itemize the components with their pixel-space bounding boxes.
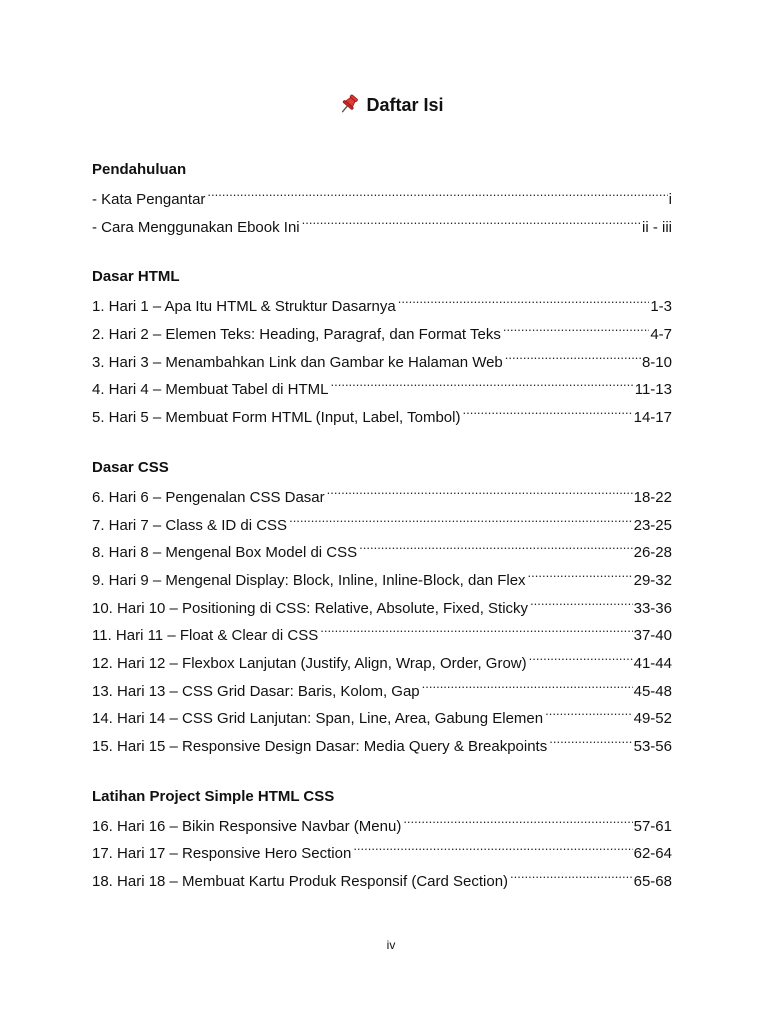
toc-entry-label: 9. Hari 9 – Mengenal Display: Block, Inline, Inline-Block, dan Flex bbox=[92, 571, 526, 589]
toc-entry-label: 13. Hari 13 – CSS Grid Dasar: Baris, Kolom, Gap bbox=[92, 682, 420, 700]
page-number: iv bbox=[386, 938, 396, 952]
toc-entry-pages: 49-52 bbox=[633, 710, 672, 728]
toc-entry-pages: 26-28 bbox=[633, 544, 672, 562]
section-heading: Latihan Project Simple HTML CSS bbox=[92, 787, 335, 805]
toc-entry[interactable] bbox=[92, 512, 672, 540]
toc-entry-label: 6. Hari 6 – Pengenalan CSS Dasar bbox=[92, 488, 325, 506]
toc-entry-pages: 62-64 bbox=[633, 845, 672, 863]
toc-entry-label: 8. Hari 8 – Mengenal Box Model di CSS bbox=[92, 544, 358, 562]
toc-entry-label: - Cara Menggunakan Ebook Ini bbox=[92, 218, 300, 236]
dot-leader bbox=[528, 567, 633, 585]
toc-entry[interactable] bbox=[92, 622, 672, 650]
toc-entry[interactable] bbox=[92, 484, 672, 512]
dot-leader bbox=[403, 813, 632, 831]
dot-leader bbox=[353, 840, 632, 858]
toc-section bbox=[92, 785, 672, 896]
toc-entry-label: 14. Hari 14 – CSS Grid Lanjutan: Span, Line, Area, Gabung Elemen bbox=[92, 710, 544, 728]
toc-entry-pages: 1-3 bbox=[650, 298, 672, 316]
toc-entry[interactable] bbox=[92, 813, 672, 841]
toc-entry-label: 11. Hari 11 – Float & Clear di CSS bbox=[92, 627, 319, 645]
toc-entry-pages: 53-56 bbox=[633, 738, 672, 755]
toc-entry-pages: 8-10 bbox=[641, 353, 672, 371]
toc-entry-label: 10. Hari 10 – Positioning di CSS: Relative, Absolute, Fixed, Sticky bbox=[92, 599, 529, 617]
section-heading: Dasar CSS bbox=[92, 458, 169, 476]
toc-entry[interactable] bbox=[92, 293, 672, 321]
toc-entry-label: 16. Hari 16 – Bikin Responsive Navbar (Menu) bbox=[92, 817, 402, 835]
toc-entry-pages: 29-32 bbox=[633, 571, 672, 589]
toc-section bbox=[92, 158, 672, 241]
toc-entry-label: 15. Hari 15 – Responsive Design Dasar: Media Query & Breakpoints bbox=[92, 738, 548, 755]
toc-entry-pages: i bbox=[668, 191, 672, 208]
toc-entry-pages: 4-7 bbox=[650, 326, 672, 344]
section-heading: Pendahuluan bbox=[92, 161, 187, 178]
page-title-text: Daftar Isi bbox=[366, 95, 444, 115]
toc-entry-label: 18. Hari 18 – Membuat Kartu Produk Responsif (Card Section) bbox=[92, 873, 509, 891]
pushpin-icon bbox=[338, 93, 360, 122]
toc-entry[interactable] bbox=[92, 186, 672, 214]
toc-entry[interactable] bbox=[92, 214, 672, 242]
toc-entry[interactable] bbox=[92, 650, 672, 678]
toc-entry[interactable] bbox=[92, 840, 672, 868]
dot-leader bbox=[549, 733, 632, 751]
toc-entry[interactable] bbox=[92, 349, 672, 377]
toc-entry-label: 7. Hari 7 – Class & ID di CSS bbox=[92, 516, 288, 534]
dot-leader bbox=[510, 868, 633, 886]
toc-entry-pages: 18-22 bbox=[633, 488, 672, 506]
toc-entry-label: - Kata Pengantar bbox=[92, 191, 206, 208]
toc-entry[interactable] bbox=[92, 404, 672, 432]
toc-entry-pages: 23-25 bbox=[633, 516, 672, 534]
dot-leader bbox=[503, 321, 649, 339]
dot-leader bbox=[398, 293, 650, 311]
dot-leader bbox=[545, 705, 633, 723]
dot-leader bbox=[302, 214, 641, 232]
toc-entry[interactable] bbox=[92, 376, 672, 404]
toc-entry-label: 17. Hari 17 – Responsive Hero Section bbox=[92, 845, 352, 863]
toc-entry-pages: 14-17 bbox=[633, 409, 672, 427]
toc-entry-label: 3. Hari 3 – Menambahkan Link dan Gambar ke Halaman Web bbox=[92, 353, 503, 371]
toc-section bbox=[92, 456, 672, 761]
toc-entry-pages: 37-40 bbox=[633, 627, 672, 645]
toc-entry-pages: 65-68 bbox=[633, 873, 672, 891]
toc-entry[interactable] bbox=[92, 567, 672, 595]
dot-leader bbox=[327, 484, 633, 502]
page-title bbox=[0, 92, 782, 122]
section-heading: Dasar HTML bbox=[92, 268, 180, 286]
toc-section bbox=[92, 265, 672, 431]
toc-entry-pages: 41-44 bbox=[633, 654, 672, 672]
toc-entry[interactable] bbox=[92, 868, 672, 896]
toc-entry-label: 5. Hari 5 – Membuat Form HTML (Input, Label, Tombol) bbox=[92, 409, 461, 427]
toc-entry[interactable] bbox=[92, 539, 672, 567]
toc-entry[interactable] bbox=[92, 733, 672, 761]
dot-leader bbox=[289, 512, 633, 530]
toc-entry-label: 2. Hari 2 – Elemen Teks: Heading, Paragraf, dan Format Teks bbox=[92, 326, 501, 344]
dot-leader bbox=[359, 539, 632, 557]
toc-entry[interactable] bbox=[92, 321, 672, 349]
dot-leader bbox=[505, 349, 641, 367]
toc-entry-pages: 11-13 bbox=[634, 381, 672, 399]
toc-entry[interactable] bbox=[92, 678, 672, 706]
toc-entry[interactable] bbox=[92, 705, 672, 733]
dot-leader bbox=[529, 650, 633, 668]
toc-entry-pages: 45-48 bbox=[633, 682, 672, 700]
toc-entry[interactable] bbox=[92, 595, 672, 623]
dot-leader bbox=[462, 404, 632, 422]
toc-entry-pages: ii - iii bbox=[642, 218, 672, 236]
toc-entry-label: 4. Hari 4 – Membuat Tabel di HTML bbox=[92, 381, 329, 399]
toc-entry-label: 1. Hari 1 – Apa Itu HTML & Struktur Dasarnya bbox=[92, 298, 396, 316]
dot-leader bbox=[530, 595, 633, 613]
toc-entry-pages: 33-36 bbox=[633, 599, 672, 617]
dot-leader bbox=[422, 678, 633, 696]
table-of-contents bbox=[92, 158, 672, 920]
dot-leader bbox=[320, 622, 632, 640]
dot-leader bbox=[207, 186, 667, 204]
toc-entry-label: 12. Hari 12 – Flexbox Lanjutan (Justify, Align, Wrap, Order, Grow) bbox=[92, 654, 527, 672]
toc-entry-pages: 57-61 bbox=[633, 817, 672, 835]
dot-leader bbox=[331, 376, 634, 394]
